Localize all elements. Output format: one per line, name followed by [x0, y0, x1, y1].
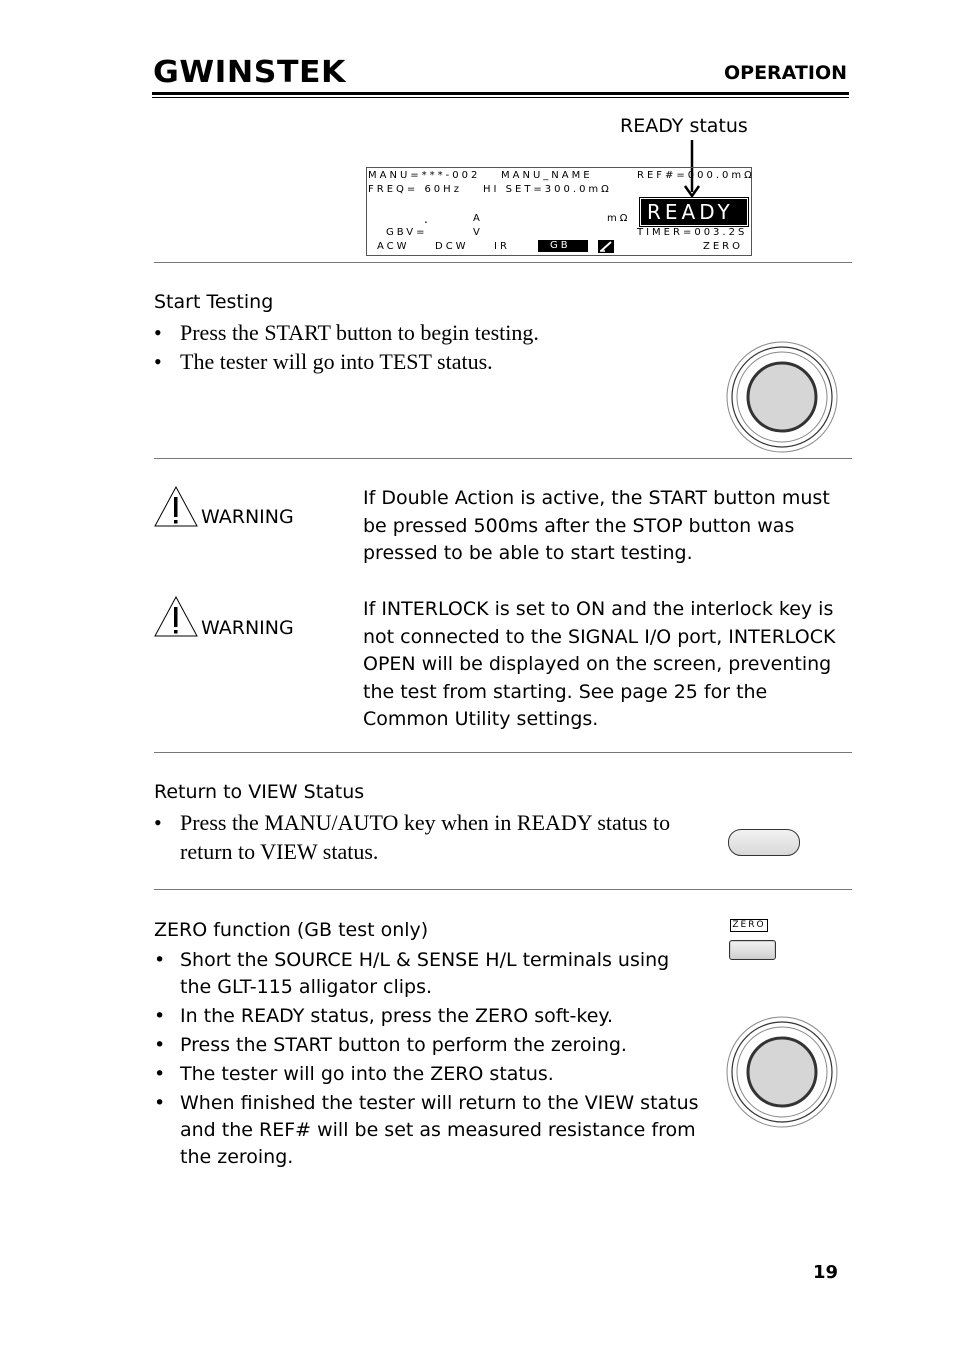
list-item: • In the READY status, press the ZERO soft-key. [154, 1003, 699, 1030]
warning-text-double-action: If Double Action is active, the START button must be pressed 500ms after the STOP button was pressed to be able to start testing. [363, 487, 830, 564]
divider [154, 458, 852, 459]
divider [154, 262, 852, 263]
ready-status-callout: READY status [620, 115, 748, 137]
lcd-decimal-dot: . [424, 212, 428, 226]
zero-softkey-icon [729, 940, 776, 960]
warning-triangle-icon [154, 486, 198, 528]
lcd-voltage-unit: V [473, 227, 483, 238]
lcd-hi-set: HI SET=300.0mΩ [483, 184, 612, 195]
page-number: 19 [813, 1262, 839, 1283]
softkey-acw: ACW [377, 241, 410, 252]
lcd-ref: REF#=000.0mΩ [637, 170, 755, 181]
return-view-heading: Return to VIEW Status [154, 781, 365, 803]
return-view-list [154, 808, 724, 866]
manu-auto-key-icon [728, 829, 800, 856]
list-item: • Short the SOURCE H/L & SENSE H/L terminals using the GLT-115 alligator clips. [154, 947, 699, 1001]
list-item: • The tester will go into TEST status. [154, 347, 714, 376]
lcd-manu-number: MANU=***-002 [368, 170, 481, 181]
start-testing-list [154, 318, 714, 376]
warning-label: WARNING [201, 617, 294, 639]
lcd-current-unit: A [473, 213, 483, 224]
list-item: • When finished the tester will return to the VIEW status and the REF# will be set as measured resistance from the zeroing. [154, 1090, 699, 1171]
softkey-dcw: DCW [435, 241, 469, 252]
header-rule-thin [152, 97, 849, 98]
lcd-gbv-label: GBV= [386, 227, 428, 238]
brand-logo: GWINSTEK [153, 55, 346, 90]
start-button-icon [726, 341, 838, 453]
divider [154, 752, 852, 753]
warning-text-interlock: If INTERLOCK is set to ON and the interlock key is not connected to the SIGNAL I/O port, INTERLOCK OPEN will be displayed on the screen, preventing the test from starting. See page 25 for the Common Utility settings. [363, 598, 836, 730]
softkey-gb-highlight [538, 240, 588, 252]
lcd-ready-status: READY [641, 199, 747, 225]
list-item: • Press the MANU/AUTO key when in READY status to return to VIEW status. [154, 808, 724, 866]
start-testing-heading: Start Testing [154, 291, 274, 313]
section-title: OPERATION [724, 62, 847, 84]
zero-function-list [154, 947, 699, 1173]
softkey-zero: ZERO [703, 241, 743, 252]
warning-label: WARNING [201, 506, 294, 528]
softkey-ir: IR [494, 241, 510, 252]
edit-slash-icon [598, 240, 614, 253]
lcd-frequency: FREQ= 60Hz [368, 184, 462, 195]
header-rule [152, 92, 849, 95]
divider [154, 889, 852, 890]
zero-function-heading: ZERO function (GB test only) [154, 919, 429, 941]
list-item: • Press the START button to perform the zeroing. [154, 1032, 699, 1059]
list-item: • Press the START button to begin testing. [154, 318, 714, 347]
lcd-manu-name: MANU_NAME [501, 170, 593, 181]
softkey-gb: GB [550, 240, 571, 251]
lcd-timer: TIMER=003.2S [637, 227, 748, 238]
lcd-resistance-unit: mΩ [607, 213, 631, 224]
warning-triangle-icon [154, 596, 198, 638]
start-button-icon [726, 1016, 838, 1128]
zero-softkey-label: ZERO [730, 919, 768, 932]
list-item: • The tester will go into the ZERO status. [154, 1061, 699, 1088]
